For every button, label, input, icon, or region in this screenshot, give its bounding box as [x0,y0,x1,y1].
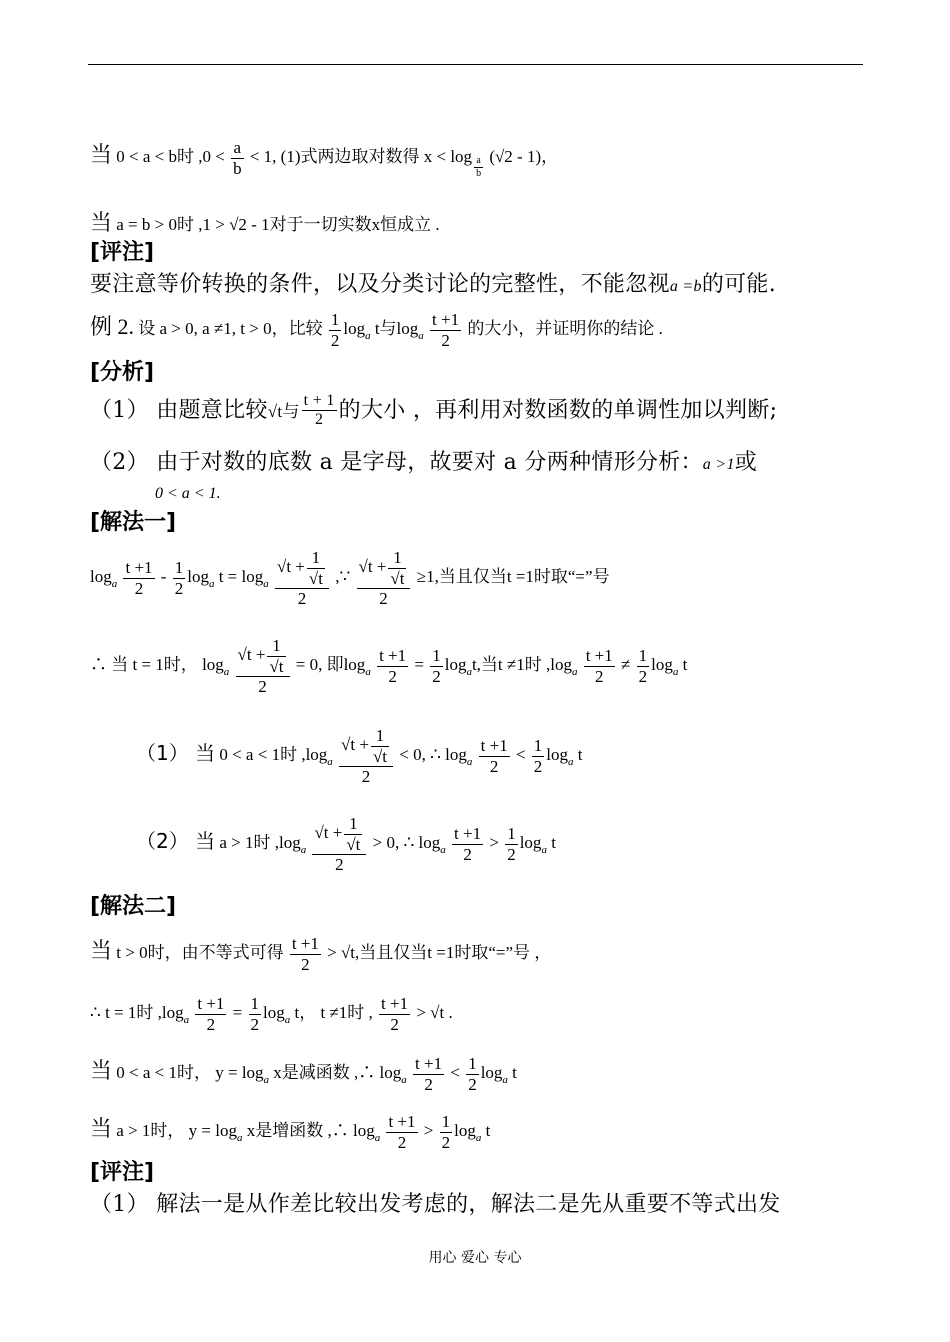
m1-line2 [90,636,687,697]
because: ,∵ [335,567,351,587]
log: log [454,1120,476,1140]
base-sub: a [568,756,574,769]
m2-l1-frac: $\frac{t +1}{2}$ [291,934,319,974]
analysis2-text-b: 或 [734,450,758,475]
text-c: t， t ≠1时 , [294,1002,373,1022]
case1-frac: $\frac{a}{b}$ [233,138,242,178]
base-sub: a [284,1013,291,1026]
base-sub: a [365,329,371,342]
text-a: a > 1时， y = log [116,1120,237,1140]
analysis2-line [90,452,757,474]
t: t [682,655,688,675]
gt: > [489,833,499,853]
m1-l2-half2: $\frac{1}{2}$ [638,646,648,686]
base-sub: a [236,1131,243,1144]
example2-text-a: 设 a > 0, a ≠1, t > 0，比较 [138,318,323,338]
case1-expr-b: (√2 - 1)， [489,146,559,166]
m2-line2 [90,994,453,1034]
label: （2） 当 [136,829,216,854]
m2-line4 [90,1112,490,1152]
m1-c2-bigfrac: √t + $\frac{1}{√t}$ 2 [312,814,366,875]
example2-log: log [343,318,366,338]
m1-c1-bigfrac: √t + $\frac{1}{√t}$ 2 [339,726,393,787]
text-a: ∴ t = 1时 ,log [90,1002,184,1022]
m1-l1-teq: t = log [218,567,264,587]
case1-cond: 0 < a < b时 ,0 < [116,146,225,166]
base-sub: a [502,1073,508,1086]
m2-line3 [90,1054,517,1094]
m1-l2-bigfrac: √t + $\frac{1}{√t}$ 2 [236,636,290,697]
eq: = [414,655,424,675]
label: （1） 当 [136,741,216,766]
ne: ≠ [621,655,631,675]
minus: - [160,567,167,587]
eq: = [232,1002,243,1022]
page-footer: 用心 爱心 专心 [428,1250,522,1266]
text-d: > √t . [416,1002,453,1022]
m1-l2-frac: $\frac{t +1}{2}$ [379,646,407,686]
m1-l2-frac2: $\frac{t +1}{2}$ [585,646,613,686]
log: log [187,567,209,587]
log: log [263,1002,285,1022]
m2-l2-half: $\frac{1}{2}$ [250,994,260,1034]
example2-frac: $\frac{t +1}{2}$ [432,310,460,350]
m2-l2-frac2: $\frac{t +1}{2}$ [381,994,409,1034]
m1-case2 [136,814,556,875]
base-sub: a [263,1073,270,1086]
lt: < [450,1062,460,1082]
example2-half: $\frac{1}{2}$ [330,310,340,350]
text-b: > √t,当且仅当t =1时取“=”号 ， [327,942,552,962]
m1-l2-text-a: ∴ 当 t = 1时， [90,655,198,675]
m1-c1-frac: $\frac{t +1}{2}$ [480,736,508,776]
heading-comment-1: [评注] [90,240,155,265]
m1-c2-half: $\frac{1}{2}$ [507,824,516,864]
t: t [551,833,556,853]
base-sub: a [111,578,118,591]
t: t [577,745,583,765]
base-sub: a [541,844,547,857]
text-b: x是增函数 ,∴ log [246,1120,375,1140]
analysis2-math-a: a >1 [702,456,735,473]
case2-line [90,212,440,234]
m1-l1-bigfrac2: √t + $\frac{1}{√t}$ 2 [357,548,411,609]
case1-expr-a: x < log [423,146,473,166]
m2-l3-half: $\frac{1}{2}$ [468,1054,477,1094]
prefix: 当 [90,1115,113,1141]
analysis1-frac: $\frac{t + 1}{2}$ [303,392,335,429]
heading-method-2: [解法二] [90,894,177,919]
base-sub: a [263,578,269,591]
heading-method-1: [解法一] [90,510,177,535]
base-sub: a [475,1131,482,1144]
rel: < 0, ∴ log [399,745,467,765]
base-sub: a [365,666,371,679]
base-sub: a [300,844,307,857]
analysis1-math: √t与 [267,401,300,421]
log: log [651,655,673,675]
log: log [90,567,112,587]
log: log [444,655,467,675]
m1-l1-half: $\frac{1}{2}$ [174,558,184,598]
comment1-text-a: 要注意等价转换的条件，以及分类讨论的完整性，不能忽视 [90,272,670,297]
case1-prefix: 当 [90,141,113,167]
cond: a > 1时 ,log [219,833,301,853]
prefix: 当 [90,1057,113,1083]
m1-c2-frac: $\frac{t +1}{2}$ [454,824,482,864]
base-sub: a [440,844,446,857]
m2-l4-half: $\frac{1}{2}$ [441,1112,451,1152]
base-sub: a [466,666,472,679]
analysis2-text-a: （2） 由于对数的底数 a 是字母，故要对 a 分两种情形分析： [90,450,703,475]
base-sub: a [183,1013,190,1026]
case1-text: < 1, (1)式两边取对数得 [249,146,420,166]
m2-line1 [90,934,551,974]
prefix: 当 [90,937,113,963]
analysis1-line [90,392,777,430]
base-sub: a [672,666,679,679]
heading-comment-2: [评注] [90,1160,155,1185]
mid: t,当t ≠1时 ,log [471,655,572,675]
t: t [485,1120,491,1140]
comment1-math: a =b [669,278,702,295]
m2-l2-frac: $\frac{t +1}{2}$ [197,994,225,1034]
analysis1-text-a: （1） 由题意比较 [90,397,268,423]
base-sub: a [571,666,578,679]
m2-l4-frac: $\frac{t +1}{2}$ [388,1112,416,1152]
base-sub: a [401,1073,407,1086]
base-sub: a [208,578,215,591]
example2-label: 例 2. [90,313,135,339]
base-sub: a [418,329,424,342]
text-b: x是减函数 ,∴ log [273,1062,402,1082]
base-sub: a [466,756,473,769]
t: t [512,1062,517,1082]
gt: > [423,1120,434,1140]
analysis2-cont: 0 < a < 1. [155,485,221,502]
m1-line1 [90,548,610,609]
cond: t =1时取“=”号 [506,567,610,587]
case2-prefix: 当 [90,210,113,235]
base-sub: a [223,666,230,679]
example2-line [90,310,663,350]
heading-analysis: [分析] [90,360,155,385]
text-a: 0 < a < 1时， y = log [116,1062,264,1082]
log: log [202,655,224,675]
lt: < [515,745,526,765]
rel: > 0, ∴ log [372,833,441,853]
log: log [546,745,569,765]
text-a: t > 0时，由不等式可得 [116,942,284,962]
m1-l1-frac: $\frac{t +1}{2}$ [125,558,153,598]
cond: 0 < a < 1时 ,log [219,745,328,765]
comment1-text-b: 的可能. [701,272,777,297]
m1-l1-bigfrac: √t + $\frac{1}{√t}$ 2 [275,548,329,609]
case1-base: $\frac{a}{b}$ [476,155,482,179]
analysis1-text-b: 的大小 ，再利用对数函数的单调性加以判断; [338,397,778,423]
m1-l2-half: $\frac{1}{2}$ [432,646,441,686]
base-sub: a [327,756,333,769]
ge: ≥1,当且仅当 [416,567,507,587]
case1-line [90,138,558,179]
example2-text-c: t与log [374,318,419,338]
m1-c1-half: $\frac{1}{2}$ [533,736,543,776]
case2-text: a = b > 0时 ,1 > √2 - 1对于一切实数x恒成立 . [116,215,440,234]
comment2-line: （1） 解法一是从作差比较出发考虑的，解法二是先从重要不等式出发 [90,1192,781,1217]
log: log [519,833,542,853]
example2-text-d: 的大小，并证明你的结论 . [467,318,663,338]
comment1-line [90,274,776,296]
m1-case1 [136,726,583,787]
eq0: = 0, 即log [295,655,366,675]
log: log [480,1062,503,1082]
header-rule [88,64,863,65]
base-sub: a [374,1131,381,1144]
m2-l3-frac: $\frac{t +1}{2}$ [415,1054,443,1094]
